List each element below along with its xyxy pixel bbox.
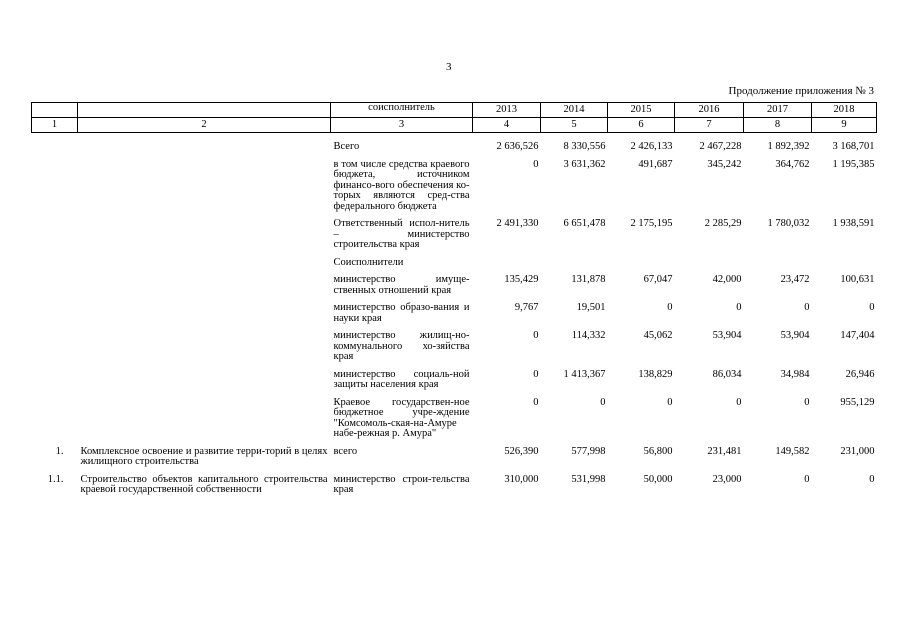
column-number: 7 xyxy=(675,118,744,133)
row-value-2015: 67,047 xyxy=(643,274,673,285)
table-row xyxy=(32,440,877,468)
appendix-continuation-title: Продолжение приложения № 3 xyxy=(728,85,874,97)
row-value-2017: 0 xyxy=(804,396,810,408)
row-value-2014: 6 651,478 xyxy=(563,218,606,229)
row-value-2017: 1 780,032 xyxy=(767,218,810,229)
row-description: Строительство объектов капитального строительства краевой государственной собственности xyxy=(80,473,328,495)
row-value-2015: 2 175,195 xyxy=(630,218,673,229)
row-value-2013: 0 xyxy=(533,368,539,380)
row-code: 1. xyxy=(55,445,64,457)
row-value-2015: 50,000 xyxy=(643,473,673,485)
row-description xyxy=(78,133,331,153)
row-executor-label: министерство строи-тельства края xyxy=(333,473,470,495)
row-description: Комплексное освоение и развитие терри-торий в целях жилищного строительства xyxy=(80,445,328,467)
row-value-2014: 8 330,556 xyxy=(563,141,606,152)
row-value-2013: 2 491,330 xyxy=(496,218,539,229)
row-code xyxy=(32,296,78,324)
row-value-2017: 149,582 xyxy=(775,445,810,457)
header-cell-empty xyxy=(32,103,78,118)
row-value-2017: 34,984 xyxy=(780,368,810,380)
row-value-2013: 9,767 xyxy=(514,302,539,313)
row-value-2016: 53,904 xyxy=(712,330,742,341)
column-number: 2 xyxy=(78,118,331,133)
row-value-2018: 0 xyxy=(869,302,875,313)
financing-table xyxy=(31,102,877,496)
row-value-2013: 526,390 xyxy=(504,445,539,457)
row-value-2016: 42,000 xyxy=(712,274,742,285)
column-number: 9 xyxy=(812,118,877,133)
row-description xyxy=(78,268,331,296)
row-value-2016: 0 xyxy=(736,396,742,408)
row-value-2016 xyxy=(675,251,744,269)
row-executor-label: министерство образо-вания и науки края xyxy=(333,302,470,324)
row-value-2017: 53,904 xyxy=(780,330,810,341)
header-cell-empty xyxy=(78,103,331,118)
row-value-2016: 345,242 xyxy=(707,158,742,170)
row-value-2017: 1 892,392 xyxy=(767,141,810,152)
row-value-2016: 0 xyxy=(736,302,742,313)
row-value-2014 xyxy=(541,251,608,269)
row-value-2016: 23,000 xyxy=(712,473,742,485)
table-row xyxy=(32,363,877,391)
row-value-2018: 3 168,701 xyxy=(832,141,875,152)
row-code xyxy=(32,324,78,363)
row-value-2014: 3 631,362 xyxy=(563,158,606,170)
table-body xyxy=(32,133,877,496)
row-value-2015: 2 426,133 xyxy=(630,141,673,152)
row-value-2016: 231,481 xyxy=(707,445,742,457)
row-executor-label: министерство социаль-ной защиты населения края xyxy=(333,368,470,390)
table-row xyxy=(32,133,877,153)
row-value-2014: 0 xyxy=(600,396,606,408)
row-code xyxy=(32,391,78,440)
row-value-2018: 1 938,591 xyxy=(832,218,875,229)
row-code xyxy=(32,268,78,296)
row-value-2018: 0 xyxy=(869,473,875,485)
row-description xyxy=(78,212,331,251)
row-description xyxy=(78,324,331,363)
table-row xyxy=(32,468,877,496)
row-value-2013: 0 xyxy=(533,158,539,170)
row-value-2017 xyxy=(744,251,812,269)
row-value-2018: 100,631 xyxy=(840,274,875,285)
column-number: 3 xyxy=(331,118,473,133)
table-row xyxy=(32,251,877,269)
row-value-2014: 1 413,367 xyxy=(563,368,606,380)
table-row xyxy=(32,268,877,296)
row-executor-label: Всего xyxy=(333,141,360,152)
row-value-2015: 45,062 xyxy=(643,330,673,341)
row-description xyxy=(78,296,331,324)
row-value-2017: 23,472 xyxy=(780,274,810,285)
row-value-2016: 2 285,29 xyxy=(704,218,742,229)
row-value-2014: 19,501 xyxy=(576,302,606,313)
table-row xyxy=(32,391,877,440)
row-value-2018: 26,946 xyxy=(845,368,875,380)
row-value-2015: 56,800 xyxy=(643,445,673,457)
row-executor-label: всего xyxy=(333,445,358,457)
row-description xyxy=(78,251,331,269)
row-value-2018 xyxy=(812,251,877,269)
row-description xyxy=(78,363,331,391)
row-code xyxy=(32,133,78,153)
table-row xyxy=(32,324,877,363)
row-value-2016: 2 467,228 xyxy=(699,141,742,152)
row-value-2014: 131,878 xyxy=(571,274,606,285)
row-code xyxy=(32,212,78,251)
row-executor-label: министерство жилищ-но-коммунального хо-зяйства края xyxy=(333,330,470,362)
column-number: 1 xyxy=(32,118,78,133)
row-value-2017: 364,762 xyxy=(775,158,810,170)
row-code xyxy=(32,363,78,391)
page-number: 3 xyxy=(446,61,452,73)
row-executor-label: Краевое государствен-ное бюджетное учре-ждение "Комсомоль-ская-на-Амуре набе-режная р. Амура" xyxy=(333,396,470,439)
column-number: 6 xyxy=(608,118,675,133)
row-value-2015: 491,687 xyxy=(638,158,673,170)
row-executor-label: министерство имуще-ственных отношений края xyxy=(333,274,470,296)
row-value-2013: 0 xyxy=(533,330,539,341)
row-value-2013: 2 636,526 xyxy=(496,141,539,152)
row-code xyxy=(32,251,78,269)
row-value-2013 xyxy=(473,251,541,269)
row-value-2015: 138,829 xyxy=(638,368,673,380)
table-row xyxy=(32,296,877,324)
header-row xyxy=(32,103,877,118)
row-executor-label: в том числе средства краевого бюджета, источником финансо-вого обеспечения ко-торых являются сред-ства федерального бюджета xyxy=(333,158,470,212)
row-executor-label: Ответственный испол-нитель – министерство строительства края xyxy=(333,218,470,250)
row-value-2014: 114,332 xyxy=(571,330,606,341)
row-value-2016: 86,034 xyxy=(712,368,742,380)
header-year: 2013 xyxy=(473,103,541,118)
row-value-2015 xyxy=(608,251,675,269)
row-value-2018: 1 195,385 xyxy=(832,158,875,170)
header-coexecutor: соисполнитель xyxy=(331,103,473,118)
header-year: 2014 xyxy=(541,103,608,118)
column-number-row xyxy=(32,118,877,133)
row-value-2018: 955,129 xyxy=(840,396,875,408)
table-row xyxy=(32,212,877,251)
row-description xyxy=(78,153,331,213)
row-value-2015: 0 xyxy=(667,302,673,313)
column-number: 4 xyxy=(473,118,541,133)
row-value-2017: 0 xyxy=(804,473,810,485)
row-value-2015: 0 xyxy=(667,396,673,408)
row-code: 1.1. xyxy=(47,473,64,485)
row-value-2014: 531,998 xyxy=(571,473,606,485)
row-description xyxy=(78,391,331,440)
row-value-2013: 0 xyxy=(533,396,539,408)
column-number: 5 xyxy=(541,118,608,133)
table-row xyxy=(32,153,877,213)
row-value-2018: 147,404 xyxy=(840,330,875,341)
row-value-2013: 310,000 xyxy=(504,473,539,485)
row-value-2013: 135,429 xyxy=(504,274,539,285)
header-year: 2018 xyxy=(812,103,877,118)
header-year: 2015 xyxy=(608,103,675,118)
row-value-2018: 231,000 xyxy=(840,445,875,457)
row-code xyxy=(32,153,78,213)
column-number: 8 xyxy=(744,118,812,133)
row-value-2017: 0 xyxy=(804,302,810,313)
header-year: 2017 xyxy=(744,103,812,118)
row-value-2014: 577,998 xyxy=(571,445,606,457)
header-year: 2016 xyxy=(675,103,744,118)
row-executor-label: Соисполнители xyxy=(333,256,404,268)
